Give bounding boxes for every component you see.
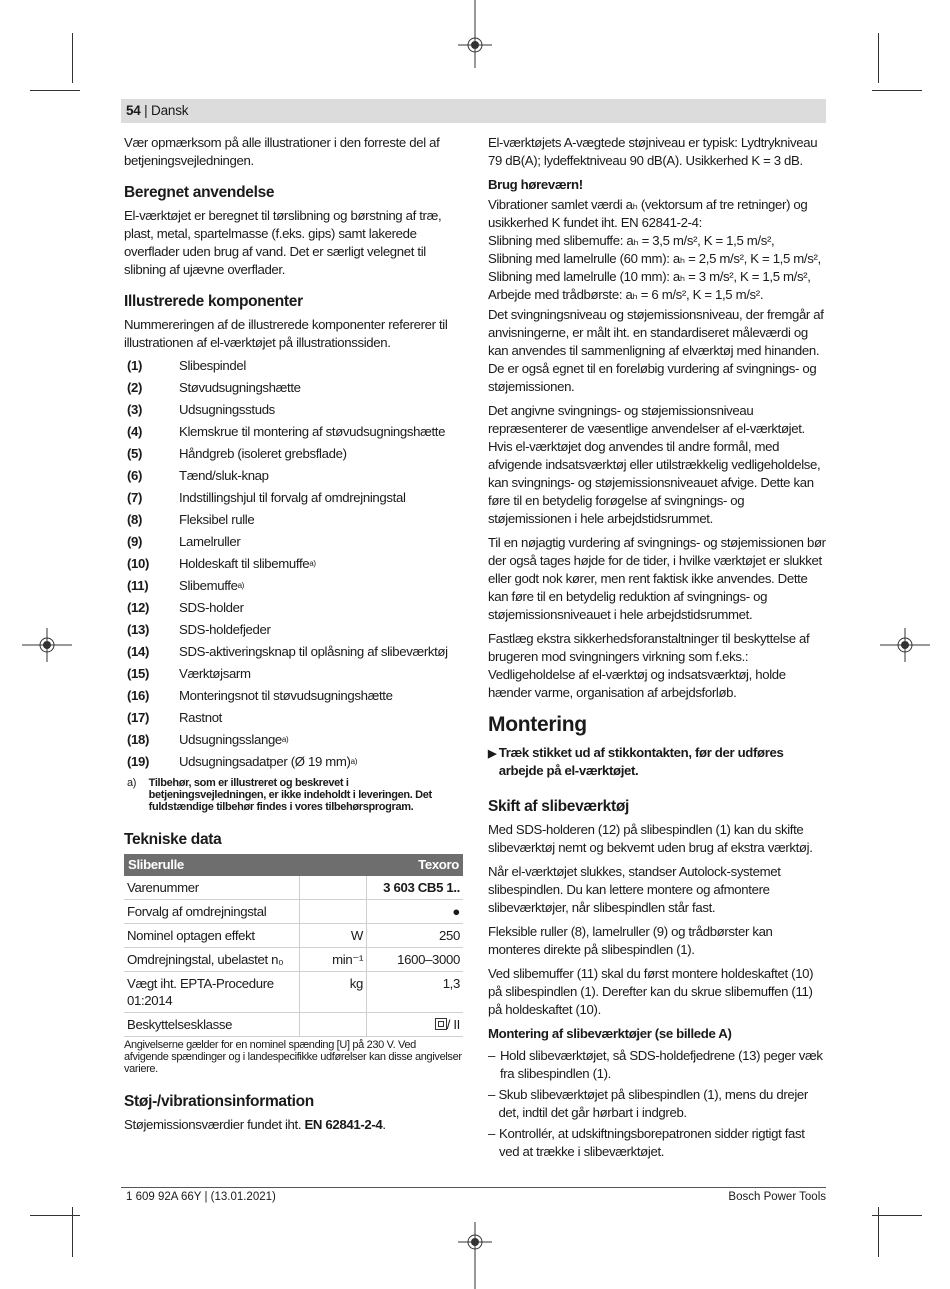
registration-mark-icon [440,1222,510,1289]
mounting-subtitle: Montering af slibeværktøjer (se billede A) [488,1026,732,1041]
intended-use-title: Beregnet anvendelse [124,184,275,201]
intro-text: Vær opmærksom på alle illustrationer i den forreste del af betjeningsvejledningen. [124,135,440,168]
table-header-value: Texoro [367,854,464,876]
crop-mark [872,1215,922,1216]
crop-mark [30,90,80,91]
table-note: Angivelserne gælder for en nominel spænding [U] på 230 V. Ved afvigende spændinger og i landespecifikke udførelser kan disse angivelser variere. [124,1039,462,1075]
list-item: – Hold slibeværktøjet, så SDS-holdefjedrene (13) peger væk fra slibespindlen (1). [488,1048,823,1081]
table-row: Omdrejningstal, ubelastet n₀ min⁻¹ 1600–3000 [124,948,463,972]
list-item: (2) Støvudsugningshætte [127,380,301,395]
table-row: Vægt iht. EPTA-Procedure 01:2014 kg 1,3 [124,972,463,1013]
components-title: Illustrerede komponenter [124,293,303,310]
page-number: 54 [126,103,141,118]
safety-warning: ▶ Træk stikket ud af stikkontakten, før der udføres arbejde på el-værktøjet. [488,745,784,778]
change-tool-p1: Med SDS-holderen (12) på slibespindlen (1) kan du skifte slibeværktøj nemt og bekvemt uden brug af ekstra værktøj. [488,822,813,855]
vibration-paragraph-2: Det angivne svingnings- og støjemissionsniveau repræsenterer de væsentlige anvendelser af el-værktøjet. Hvis el-værktøjet dog anvendes til andre formål, med afvigende indsatsværktøj eller utilstrækkelig vedligeholdelse, kan svingnings- og støjemissionsniveauet afvige. Dette kan føre til en betydelig forøgelse af svingnings- og støjemissionen i hele arbejdstidsrummet. [488,403,821,526]
registration-mark-icon [22,625,72,665]
vibration-values: Vibrationer samlet værdi aₕ (vektorsum af tre retninger) og usikkerhed K fundet iht. EN 62841-2-4: Slibning med slibemuffe: aₕ = 3,5 m/s², K = 1,5 m/s², Slibning med lamelrulle (60 mm): aₕ = 2,5 m/s², K = 1,5 m/s², Slibning med lamelrulle (10 mm): aₕ = 3 m/s², K = 1,5 m/s², Arbejde med trådbørste: aₕ = 6 m/s², K = 1,5 m/s². [488,197,821,302]
list-item: (15) Værktøjsarm [127,666,251,681]
vibration-paragraph-1: Det svingningsniveau og støjemissionsniveau, der fremgår af anvisningerne, er målt iht. en standardiseret måleværdi og kan anvendes til sammenligning af elværktøj med hinanden. De er også egnet til en foreløbig vurdering af svingnings- og støjemissionen. [488,307,824,394]
footer-brand: Bosch Power Tools [728,1191,826,1203]
change-tool-p3: Fleksible ruller (8), lamelruller (9) og trådbørster kan monteres direkte på slibespindlen (1). [488,924,773,957]
list-item: (6) Tænd/sluk-knap [127,468,269,483]
footer-rule [121,1187,826,1188]
registration-mark-icon [440,0,510,70]
vibration-paragraph-4: Fastlæg ekstra sikkerhedsforanstaltninger til beskyttelse af brugeren mod svingningers virkning som f.eks.: Vedligeholdelse af el-værktøj og indsatsværktøj, holde hænder varme, organisation af arbejdsforløb. [488,631,810,700]
list-item: (18) Udsugningsslange a) [127,732,289,747]
language-label: Dansk [151,103,189,118]
list-item: – Kontrollér, at udskiftningsborepatronen sidder rigtigt fast ved at trække i slibeværktøjet. [488,1126,805,1159]
noise-title: Støj-/vibrationsinformation [124,1093,314,1110]
list-item: (17) Rastnot [127,710,222,725]
hearing-protection: Brug høreværn! [488,177,583,192]
list-item: (16) Monteringsnot til støvudsugningshætte [127,688,393,703]
protection-class-icon [435,1018,447,1030]
right-column [488,134,826,1161]
page-header: 54 | Dansk [126,103,189,118]
noise-level-text: El-værktøjets A-vægtede støjniveau er typisk: Lydtrykniveau 79 dB(A); lydeffektniveau 90 dB(A). Usikkerhed K = 3 dB. [488,135,818,168]
arrow-right-icon: ▶ [488,748,497,760]
list-item: (8) Fleksibel rulle [127,512,255,527]
list-item: (3) Udsugningsstuds [127,402,275,417]
list-item: (12) SDS-holder [127,600,244,615]
list-item: (14) SDS-aktiveringsknap til oplåsning af slibeværktøj [127,644,448,659]
footer-doc-number: 1 609 92A 66Y | (13.01.2021) [126,1191,276,1203]
list-item: (1) Slibespindel [127,358,246,373]
technical-data-title: Tekniske data [124,831,222,848]
list-item: (7) Indstillingshjul til forvalg af omdrejningstal [127,490,406,505]
vibration-paragraph-3: Til en nøjagtig vurdering af svingnings- og støjemissionen bør der også tages højde for de tider, i hvilke værktøjet er slukket eller godt nok kører, men rent faktisk ikke anvendes. Dette kan føre til en betydelig reduktion af svingnings- og støjemissionsniveauet i hele arbejdstidsrummet. [488,535,826,622]
crop-mark [872,90,922,91]
list-item: (9) Lamelruller [127,534,241,549]
list-item: (4) Klemskrue til montering af støvudsugningshætte [127,424,446,439]
component-list [124,355,464,773]
table-row: Forvalg af omdrejningstal ● [124,900,463,924]
table-header-label: Sliberulle [124,854,300,876]
table-row: Beskyttelsesklasse / II [124,1013,463,1037]
left-column [124,134,464,1140]
change-tool-title: Skift af slibeværktøj [488,798,629,815]
header-bar [121,99,826,123]
table-row: Varenummer 3 603 CB5 1.. [124,876,463,900]
table-row: Nominel optagen effekt W 250 [124,924,463,948]
technical-data-table [124,854,463,1037]
change-tool-p4: Ved slibemuffer (11) skal du først montere holdeskaftet (10) på slibespindlen (1). Derefter kan du skrue slibemuffen (11) på holdeskaftet (10). [488,966,814,1017]
intended-use-text: El-værktøjet er beregnet til tørslibning og børstning af træ, plast, metal, spartelmasse (f.eks. gips) samt lakerede overflader uden brug af vand. Det er særligt velegnet til slibning af ujævne overflader. [124,208,442,277]
list-item: – Skub slibeværktøjet på slibespindlen (1), mens du drejer det, indtil det går hørbart i indgreb. [488,1087,808,1120]
montering-title: Montering [488,713,587,736]
crop-mark [30,1215,80,1216]
noise-text: Støjemissionsværdier fundet iht. EN 62841-2-4. [124,1117,386,1132]
list-item: (11) Slibemuffe a) [127,578,244,593]
list-item: (13) SDS-holdefjeder [127,622,271,637]
list-item: (10) Holdeskaft til slibemuffe a) [127,556,316,571]
crop-mark [878,33,879,83]
footnote: a) Tilbehør, som er illustreret og beskrevet i betjeningsvejledningen, er ikke indeholdt i leveringen. Det fuldstændige tilbehør findes i vores tilbehørsprogram. [127,777,432,813]
registration-mark-icon [880,625,930,665]
components-intro: Nummereringen af de illustrerede komponenter refererer til illustrationen af el-værktøjet på illustrationssiden. [124,317,448,350]
list-item: (5) Håndgreb (isoleret grebsflade) [127,446,347,461]
crop-mark [72,33,73,83]
list-item: (19) Udsugningsadatper (Ø 19 mm) a) [127,754,358,769]
change-tool-p2: Når el-værktøjet slukkes, standser Autolock-systemet slibespindlen. Du kan lettere montere og afmontere slibeværktøjer, når slibespindlen står fast. [488,864,781,915]
